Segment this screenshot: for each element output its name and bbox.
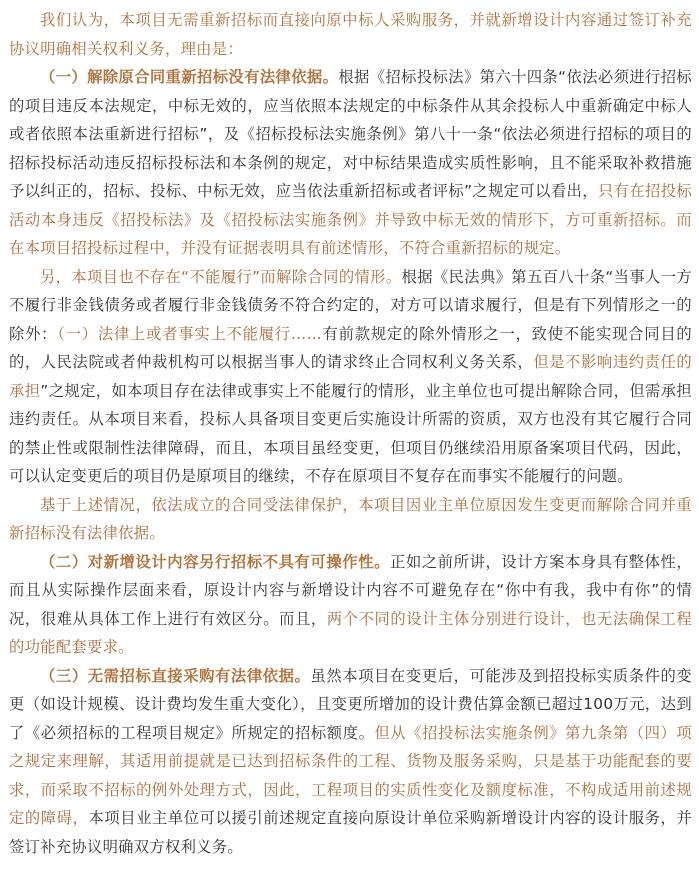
text-segment: （二）对新增设计内容另行招标不具有可操作性。 [40, 552, 391, 571]
text-segment: 只有在招投标活动本身违反《招投标法》及《招投标法实施条例》并导致中标无效的情形下，方可重新招标。而在本项目招投标过程中，并没有证据表明具有前述情形，不符合重新招标的规定。 [9, 182, 692, 257]
text-segment: 但从《招投标法实施条例》第九条第（四）项之规定来理解，其适用前提就是已达到招标条件的工程、货物及服务采购，只是基于功能配套的要求，而采取不招标的例外处理方式，因此，工程项目的实质性变化及额度标准，不构成适用前述规定的障碍， [9, 723, 692, 827]
paragraph-no-impossibility [9, 263, 692, 491]
text-segment: 根据《招标投标法》第六十四条“依法必须进行招标的项目违反本法规定，中标无效的，应当依照本法规定的中标条件从其余投标人中重新确定中标人或者依照本法重新进行招标”，及《招标投标法实施条例》第八十一条“依法必须进行招标的项目的招标投标活动违反招标投标法和本条例的规定，对中标结果造成实质性影响，且不能采取补救措施予以纠正的，招标、投标、中标无效，应当依法重新招标或者评标”之规定可以看出， [9, 68, 693, 200]
text-segment: 根据《民法典》第五百八十条“当事人一方不履行非金钱债务或者履行非金钱债务不符合约定的，对方可以请求履行，但是有下列情形之一的除外： [9, 267, 692, 343]
text-segment: 另，本项目也不存在“不能履行”而解除合同的情形。 [40, 267, 402, 286]
text-segment: （一）法律上或者事实上不能履行…… [57, 324, 323, 343]
paragraph-point-2 [9, 548, 692, 662]
paragraph-point-3 [9, 662, 692, 862]
text-segment: 有前款规定的除外情形之一，致使不能实现合同目的的，人民法院或者仲裁机构可以根据当事人的请求终止合同权利义务关系， [9, 324, 693, 371]
paragraph-point-1 [9, 63, 692, 263]
text-segment: 基于上述情况，依法成立的合同受法律保护，本项目因业主单位原因发生变更而解除合同并重新招标没有法律依据。 [9, 495, 692, 542]
text-segment: （一）解除原合同重新招标没有法律依据。 [40, 68, 339, 86]
text-segment: 两个不同的设计主体分别进行设计，也无法确保工程的功能配套要求。 [9, 609, 692, 656]
text-segment: 我们认为，本项目无需重新招标而直接向原中标人采购服务，并就新增设计内容通过签订补充协议明确相关权利义务，理由是： [9, 11, 692, 58]
text-segment: 但是不影响违约责任的承担 [9, 353, 692, 400]
paragraph-conclusion-1 [9, 491, 692, 548]
paragraph-intro [9, 6, 692, 63]
text-segment: 虽然本项目在变更后，可能涉及到招投标实质条件的变更（如设计规模、设计费均发生重大变化），且变更所增加的设计费估算金额已超过100万元，达到了《必须招标的工程项目规定》所规定的招标额度。 [9, 666, 692, 742]
text-segment: 正如之前所讲，设计方案本身具有整体性，而且从实际操作层面来看，原设计内容与新增设计内容不可避免存在“你中有我，我中有你”的情况，很难从具体工作上进行有效区分。而且， [9, 552, 693, 628]
text-segment: 本项目业主单位可以援引前述规定直接向原设计单位采购新增设计内容的设计服务，并签订补充协议明确双方权利义务。 [9, 809, 692, 856]
text-segment: （三）无需招标直接采购有法律依据。 [40, 666, 311, 685]
text-segment: ”之规定，如本项目存在法律或事实上不能履行的情形，业主单位也可提出解除合同，但需承担违约责任。从本项目来看，投标人具备项目变更后实施设计所需的资质，双方也没有其它履行合同的禁止性或限制性法律障碍，而且，本项目虽经变更，但项目仍继续沿用原备案项目代码，因此，可以认定变更后的项目仍是原项目的继续，不存在原项目不复存在而事实不能履行的问题。 [9, 381, 692, 485]
